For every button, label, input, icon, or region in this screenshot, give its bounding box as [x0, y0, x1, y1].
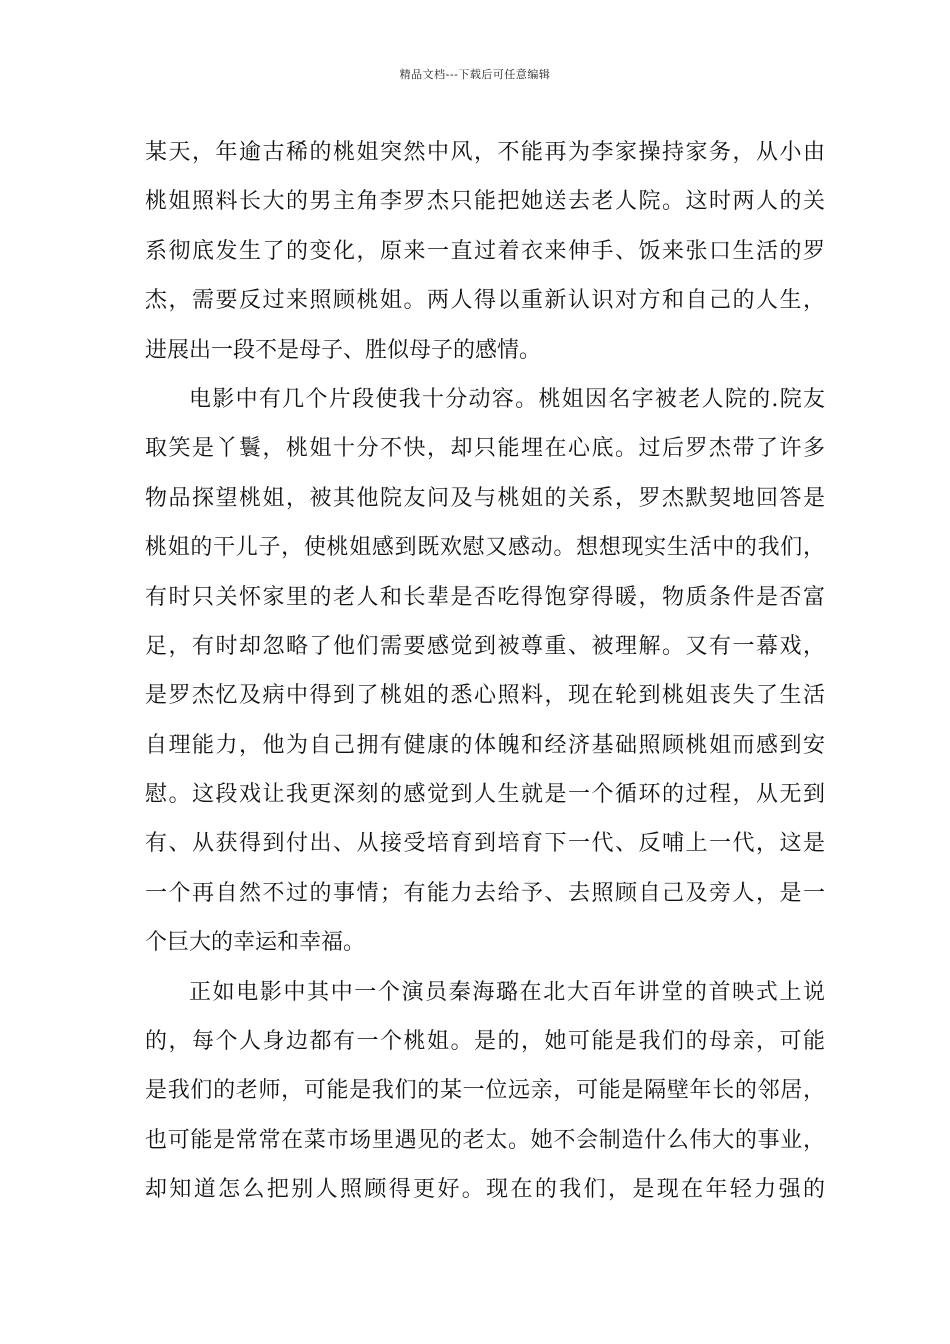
text-line: 个巨大的幸运和幸福。	[145, 930, 366, 956]
text-line: 取笑是丫鬟，桃姐十分不快，却只能埋在心底。过后罗杰带了许多	[145, 436, 825, 462]
text-line: 杰，需要反过来照顾桃姐。两人得以重新认识对方和自己的人生，	[145, 288, 825, 314]
text-line: 足，有时却忽略了他们需要感觉到被尊重、被理解。又有一幕戏，	[145, 633, 825, 659]
text-line: 自理能力，他为自己拥有健康的体魄和经济基础照顾桃姐而感到安	[145, 732, 825, 758]
document-body	[145, 128, 825, 1215]
text-line: 也可能是常常在菜市场里遇见的老太。她不会制造什么伟大的事业，	[145, 1127, 825, 1153]
text-line: 却知道怎么把别人照顾得更好。现在的我们，是现在年轻力强的	[145, 1177, 825, 1203]
text-line: 是罗杰忆及病中得到了桃姐的悉心照料，现在轮到桃姐丧失了生活	[145, 683, 825, 709]
text-line: 是我们的老师，可能是我们的某一位远亲，可能是隔壁年长的邻居，	[145, 1078, 825, 1104]
text-line: 一个再自然不过的事情；有能力去给予、去照顾自己及旁人，是一	[145, 880, 825, 906]
text-line: 桃姐的干儿子，使桃姐感到既欢慰又感动。想想现实生活中的我们，	[145, 535, 825, 561]
paragraph	[145, 128, 825, 375]
text-line: 进展出一段不是母子、胜似母子的感情。	[145, 337, 542, 363]
text-line: 系彻底发生了的变化，原来一直过着衣来伸手、饭来张口生活的罗	[145, 238, 825, 264]
text-line: 有时只关怀家里的老人和长辈是否吃得饱穿得暖，物质条件是否富	[145, 584, 825, 610]
text-line: 正如电影中其中一个演员秦海璐在北大百年讲堂的首映式上说	[189, 979, 825, 1005]
text-line: 的，每个人身边都有一个桃姐。是的，她可能是我们的母亲，可能	[145, 1029, 825, 1055]
paragraph	[145, 968, 825, 1215]
text-line: 有、从获得到付出、从接受培育到培育下一代、反哺上一代，这是	[145, 831, 825, 857]
text-line: 慰。这段戏让我更深刻的感觉到人生就是一个循环的过程，从无到	[145, 782, 825, 808]
text-line: 某天，年逾古稀的桃姐突然中风，不能再为李家操持家务，从小由	[145, 140, 825, 165]
page-header: 精品文档---下载后可任意编辑	[399, 68, 551, 81]
paragraph	[145, 375, 825, 968]
text-line: 电影中有几个片段使我十分动容。桃姐因名字被老人院的.院友	[189, 386, 825, 412]
text-line: 桃姐照料长大的男主角李罗杰只能把她送去老人院。这时两人的关	[145, 189, 825, 215]
text-line: 物品探望桃姐，被其他院友问及与桃姐的关系，罗杰默契地回答是	[145, 485, 825, 511]
